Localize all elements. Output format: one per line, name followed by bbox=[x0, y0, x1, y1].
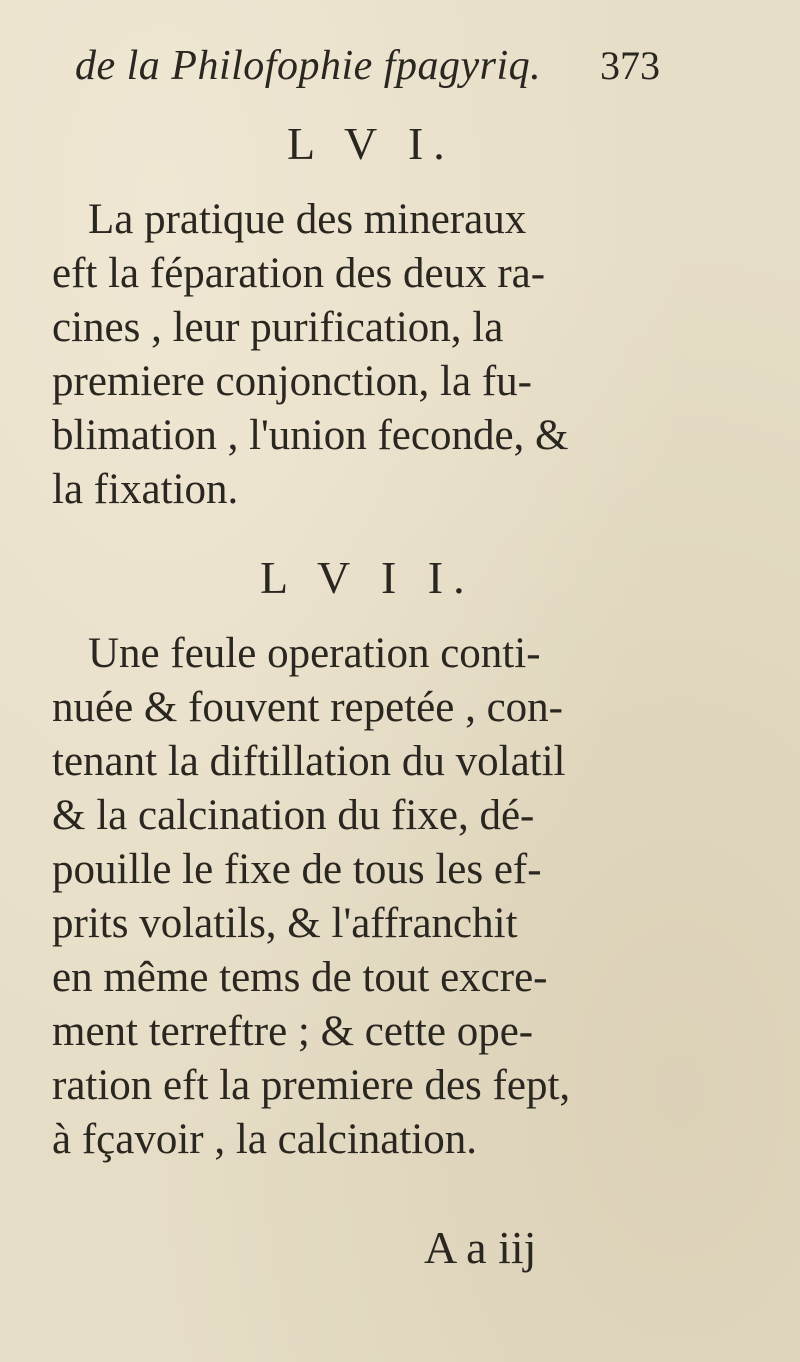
paragraph-line: nuée & fouvent repetée , con- bbox=[52, 684, 563, 731]
section-heading-lvi: L V I. bbox=[287, 118, 455, 169]
paragraph-line: La pratique des mineraux bbox=[88, 196, 527, 243]
paragraph-line: Une feule operation conti- bbox=[88, 630, 541, 677]
paragraph-line: prits volatils, & l'affranchit bbox=[52, 900, 518, 947]
paragraph-line: la fixation. bbox=[52, 466, 239, 513]
paragraph-line: blimation , l'union feconde, & bbox=[52, 412, 569, 459]
paragraph-line: tenant la diftillation du volatil bbox=[52, 738, 566, 785]
paragraph-line: premiere conjonction, la fu- bbox=[52, 358, 532, 405]
paragraph-line: ration eft la premiere des fept, bbox=[52, 1062, 571, 1109]
paragraph-line: cines , leur purification, la bbox=[52, 304, 504, 351]
paragraph-line: en même tems de tout excre- bbox=[52, 954, 548, 1001]
paragraph-line: pouille le fixe de tous les ef- bbox=[52, 846, 542, 893]
running-head bbox=[75, 38, 660, 94]
paragraph-line: & la calcination du fixe, dé- bbox=[52, 792, 535, 839]
paragraph-line: ment terreftre ; & cette ope- bbox=[52, 1008, 534, 1055]
section-heading-lvii: L V I I. bbox=[260, 552, 475, 603]
paragraph-line: à fçavoir , la calcination. bbox=[52, 1116, 478, 1163]
signature-mark: A a iij bbox=[424, 1222, 537, 1273]
paragraph-line: eft la féparation des deux ra- bbox=[52, 250, 546, 297]
running-title: de la Philofophie fpagyriq. bbox=[75, 43, 542, 89]
page-number: 373 bbox=[600, 43, 660, 88]
